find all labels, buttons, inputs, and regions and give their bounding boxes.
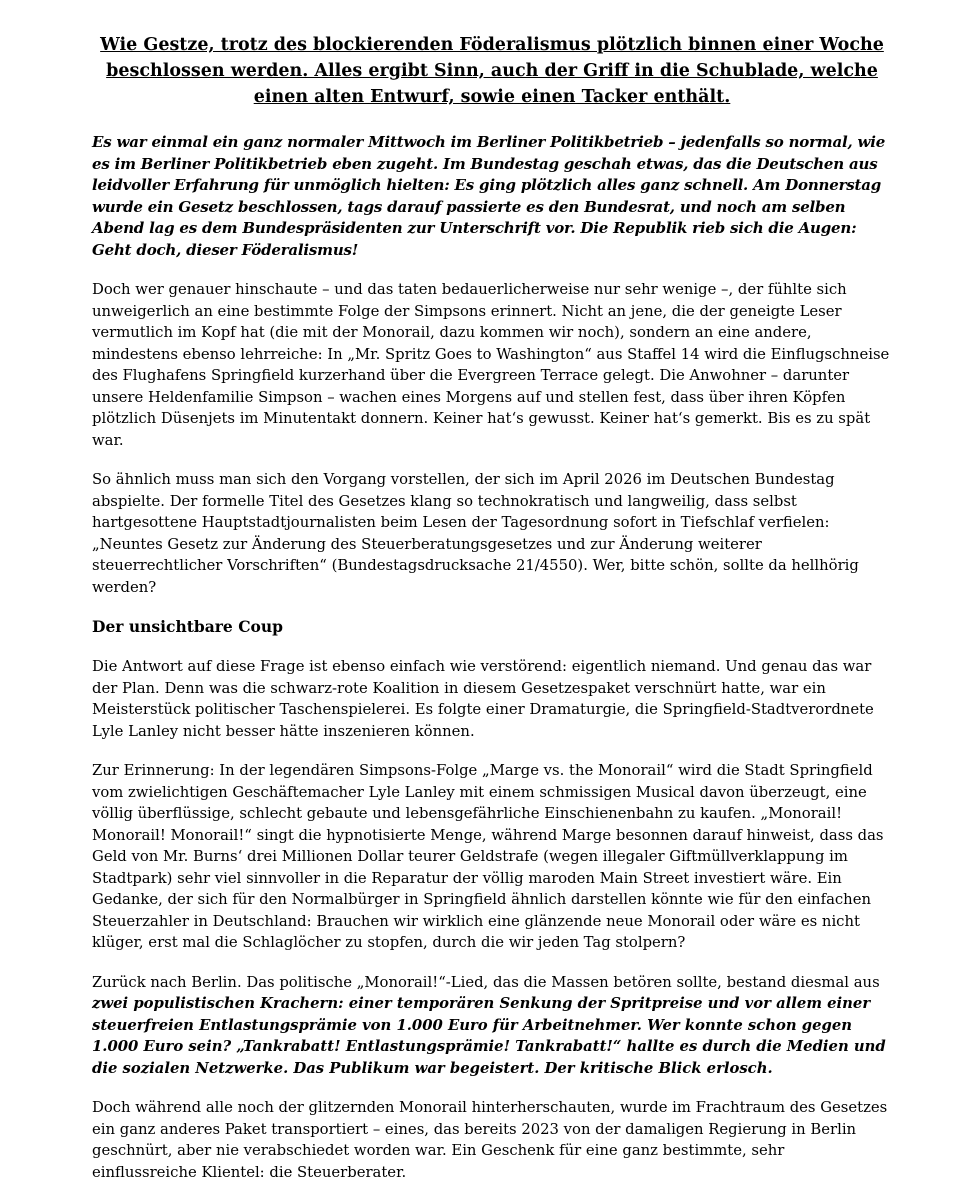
paragraph-5-emphasis-text: zwei populistischen Krachern: einer temporären Senkung der Spritpreise und vor allem einer steuerfreien Entlastungsprämie von 1.000 Euro für Arbeitnehmer. Wer konnte schon gegen 1.000 Euro sein? „Tankrabatt! Entlastungsprämie! Tankrabatt!“ hallte es durch die Medien und die sozialen Netzwerke. Das Publikum war begeistert. Der kritische Blick erlosch. xyxy=(92,995,886,1077)
article-lead: Es war einmal ein ganz normaler Mittwoch im Berliner Politikbetrieb – jedenfalls so normal, wie es im Berliner Politikbetrieb eben zugeht. Im Bundestag geschah etwas, das die Deutschen aus leidvoller Erfahrung für unmöglich hielten: Es ging plötzlich alles ganz schnell. Am Donnerstag wurde ein Gesetz beschlossen, tags darauf passierte es den Bundesrat, und noch am selben Abend lag es dem Bundespräsidenten zur Unterschrift vor. Die Republik rieb sich die Augen: Geht doch, dieser Föderalismus! xyxy=(92,133,886,259)
article-title: Wie Gestze, trotz des blockierenden Föderalismus plötzlich binnen einer Woche beschlossen werden. Alles ergibt Sinn, auch der Griff in die Schublade, welche einen alten Entwurf, sowie einen Tacker enthält. xyxy=(100,35,884,107)
paragraph-5-plain-text: Zurück nach Berlin. Das politische „Monorail!“-Lied, das die Massen betören sollte, bestand diesmal aus xyxy=(92,973,880,991)
body-paragraph-6: Doch während alle noch der glitzernden Monorail hinterherschauten, wurde im Frachtraum des Gesetzes ein ganz anderes Paket transportiert – eines, das bereits 2023 von der damaligen Regierung in Berlin geschnürt, aber nie verabschiedet worden war. Ein Geschenk für eine ganz bestimmte, sehr einflussreiche Klientel: die Steuerberater. xyxy=(92,1099,888,1181)
article-page xyxy=(92,32,892,1201)
body-paragraph-4: Zur Erinnerung: In der legendären Simpsons-Folge „Marge vs. the Monorail“ wird die Stadt Springfield vom zwielichtigen Geschäftemacher Lyle Lanley mit einem schmissigen Musical davon überzeugt, eine völlig überflüssige, schlecht gebaute und lebensgefährliche Einschienenbahn zu kaufen. „Monorail! Monorail! Monorail!“ singt die hypnotisierte Menge, während Marge besonnen darauf hinweist, dass das Geld von Mr. Burns‘ drei Millionen Dollar teurer Geldstrafe (wegen illegaler Giftmüllverklappung im Stadtpark) sehr viel sinnvoller in die Reparatur der völlig maroden Main Street investiert wäre. Ein Gedanke, der sich für den Normalbürger in Springfield ähnlich darstellen könnte wie für den einfachen Steuerzahler in Deutschland: Brauchen wir wirklich eine glänzende neue Monorail oder wäre es nicht klüger, erst mal die Schlaglöcher zu stopfen, durch die wir jeden Tag stolpern? xyxy=(92,762,884,951)
body-paragraph-5 xyxy=(92,972,892,1080)
section-heading: Der unsichtbare Coup xyxy=(92,617,283,636)
body-paragraph-2: So ähnlich muss man sich den Vorgang vorstellen, der sich im April 2026 im Deutschen Bundestag abspielte. Der formelle Titel des Gesetzes klang so technokratisch und langweilig, dass selbst hartgesottene Hauptstadtjournalisten beim Lesen der Tagesordnung sofort in Tiefschlaf verfielen: „Neuntes Gesetz zur Änderung des Steuerberatungsgesetzes und zur Änderung weiterer steuerrechtlicher Vorschriften“ (Bundestagsdrucksache 21/4550). Wer, bitte schön, sollte da hellhörig werden? xyxy=(92,471,859,596)
body-paragraph-3: Die Antwort auf diese Frage ist ebenso einfach wie verstörend: eigentlich niemand. Und genau das war der Plan. Denn was die schwarz-rote Koalition in diesem Gesetzespaket verschnürt hatte, war ein Meisterstück politischer Taschenspielerei. Es folgte einer Dramaturgie, die Springfield-Stadtverordnete Lyle Lanley nicht besser hätte inszenieren können. xyxy=(92,658,874,740)
body-paragraph-1: Doch wer genauer hinschaute – und das taten bedauerlicherweise nur sehr wenige –, der fühlte sich unweigerlich an eine bestimmte Folge der Simpsons erinnert. Nicht an jene, die der geneigte Leser vermutlich im Kopf hat (die mit der Monorail, dazu kommen wir noch), sondern an eine andere, mindestens ebenso lehrreiche: In „Mr. Spritz Goes to Washington“ aus Staffel 14 wird die Einflugschneise des Flughafens Springfield kurzerhand über die Evergreen Terrace gelegt. Die Anwohner – darunter unsere Heldenfamilie Simpson – wachen eines Morgens auf und stellen fest, dass über ihren Köpfen plötzlich Düsenjets im Minutentakt donnern. Keiner hat‘s gewusst. Keiner hat‘s gemerkt. Bis es zu spät war. xyxy=(92,281,890,449)
